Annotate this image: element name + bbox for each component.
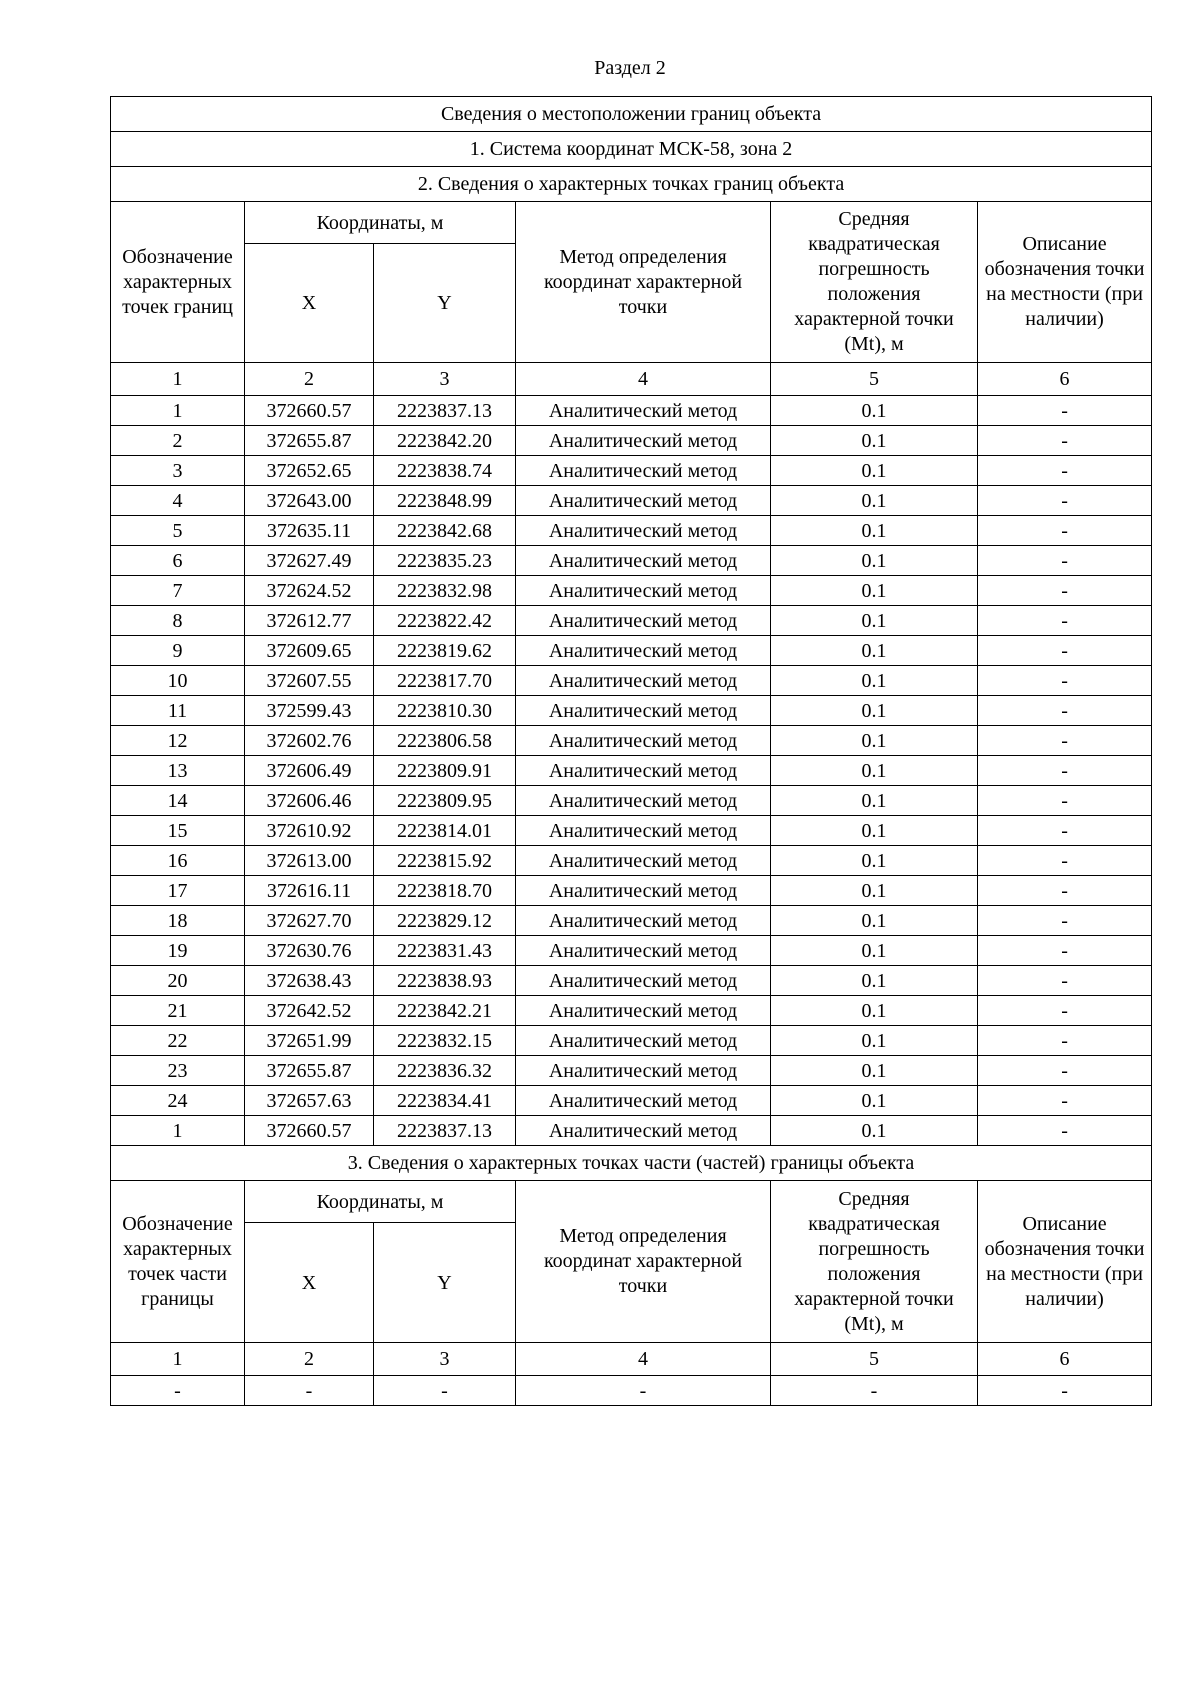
point-id-cell: 6 xyxy=(111,546,245,576)
y-cell: 2223822.42 xyxy=(374,606,516,636)
y-cell: 2223848.99 xyxy=(374,486,516,516)
part2-header-coordinates: Координаты, м xyxy=(245,202,516,244)
accuracy-cell: 0.1 xyxy=(771,966,978,996)
page-heading: Раздел 2 xyxy=(594,57,666,79)
table-row xyxy=(111,576,1152,606)
accuracy-cell: 0.1 xyxy=(771,666,978,696)
description-cell: - xyxy=(978,516,1152,546)
accuracy-cell: 0.1 xyxy=(771,906,978,936)
accuracy-cell: 0.1 xyxy=(771,786,978,816)
method-cell: Аналитический метод xyxy=(516,786,771,816)
part3-header-description: Описание обозначения точки на местности (при наличии) xyxy=(978,1181,1152,1343)
column-number-cell: 6 xyxy=(978,363,1152,396)
column-number-cell: 3 xyxy=(374,1343,516,1376)
column-number-cell: 1 xyxy=(111,1343,245,1376)
point-id-cell: 24 xyxy=(111,1086,245,1116)
accuracy-cell: 0.1 xyxy=(771,426,978,456)
method-cell: Аналитический метод xyxy=(516,606,771,636)
table-row xyxy=(111,786,1152,816)
accuracy-cell: 0.1 xyxy=(771,546,978,576)
column-number-cell: 4 xyxy=(516,363,771,396)
accuracy-cell: 0.1 xyxy=(771,1116,978,1146)
x-cell: 372642.52 xyxy=(245,996,374,1026)
description-cell: - xyxy=(978,996,1152,1026)
point-id-cell: 3 xyxy=(111,456,245,486)
part3-header-y: Y xyxy=(374,1223,516,1343)
point-id-cell: 12 xyxy=(111,726,245,756)
y-cell: 2223832.98 xyxy=(374,576,516,606)
table-row xyxy=(111,636,1152,666)
column-number-cell: 2 xyxy=(245,1343,374,1376)
x-cell: 372655.87 xyxy=(245,426,374,456)
x-cell: 372612.77 xyxy=(245,606,374,636)
description-cell: - xyxy=(978,906,1152,936)
point-id-cell: 10 xyxy=(111,666,245,696)
accuracy-cell: 0.1 xyxy=(771,486,978,516)
method-cell: Аналитический метод xyxy=(516,636,771,666)
method-cell: Аналитический метод xyxy=(516,996,771,1026)
point-id-cell: 2 xyxy=(111,426,245,456)
part3-header-designation: Обозначение характерных точек части границы xyxy=(111,1181,245,1343)
x-cell: 372627.49 xyxy=(245,546,374,576)
y-cell: 2223842.21 xyxy=(374,996,516,1026)
description-cell: - xyxy=(978,936,1152,966)
description-cell: - xyxy=(978,786,1152,816)
part2-header-x: X xyxy=(245,244,374,363)
column-number-cell: 5 xyxy=(771,363,978,396)
method-cell: - xyxy=(516,1376,771,1406)
point-id-cell: 14 xyxy=(111,786,245,816)
table-row xyxy=(111,1026,1152,1056)
method-cell: Аналитический метод xyxy=(516,1056,771,1086)
y-cell: 2223837.13 xyxy=(374,1116,516,1146)
table-row xyxy=(111,816,1152,846)
coord-system: 1. Система координат МСК-58, зона 2 xyxy=(111,132,1152,167)
description-cell: - xyxy=(978,726,1152,756)
table-row xyxy=(111,876,1152,906)
y-cell: 2223818.70 xyxy=(374,876,516,906)
column-number-cell: 5 xyxy=(771,1343,978,1376)
accuracy-cell: 0.1 xyxy=(771,456,978,486)
part2-column-numbers xyxy=(111,363,1152,396)
y-cell: 2223810.30 xyxy=(374,696,516,726)
description-cell: - xyxy=(978,666,1152,696)
table-row xyxy=(111,456,1152,486)
point-id-cell: 17 xyxy=(111,876,245,906)
table-row xyxy=(111,966,1152,996)
description-cell: - xyxy=(978,1116,1152,1146)
description-cell: - xyxy=(978,396,1152,426)
method-cell: Аналитический метод xyxy=(516,966,771,996)
table-row xyxy=(111,606,1152,636)
part3-header-x: X xyxy=(245,1223,374,1343)
x-cell: 372607.55 xyxy=(245,666,374,696)
method-cell: Аналитический метод xyxy=(516,816,771,846)
table-row xyxy=(111,396,1152,426)
method-cell: Аналитический метод xyxy=(516,1116,771,1146)
x-cell: 372613.00 xyxy=(245,846,374,876)
table-row xyxy=(111,486,1152,516)
accuracy-cell: 0.1 xyxy=(771,396,978,426)
description-cell: - xyxy=(978,1376,1152,1406)
table-row xyxy=(111,696,1152,726)
boundary-table xyxy=(110,96,1152,1406)
point-id-cell: - xyxy=(111,1376,245,1406)
x-cell: 372657.63 xyxy=(245,1086,374,1116)
part2-header-description: Описание обозначения точки на местности (при наличии) xyxy=(978,202,1152,363)
x-cell: 372627.70 xyxy=(245,906,374,936)
method-cell: Аналитический метод xyxy=(516,426,771,456)
x-cell: 372651.99 xyxy=(245,1026,374,1056)
x-cell: - xyxy=(245,1376,374,1406)
table-row xyxy=(111,936,1152,966)
accuracy-cell: 0.1 xyxy=(771,876,978,906)
column-number-cell: 2 xyxy=(245,363,374,396)
description-cell: - xyxy=(978,966,1152,996)
accuracy-cell: 0.1 xyxy=(771,936,978,966)
point-id-cell: 8 xyxy=(111,606,245,636)
x-cell: 372610.92 xyxy=(245,816,374,846)
y-cell: 2223815.92 xyxy=(374,846,516,876)
point-id-cell: 21 xyxy=(111,996,245,1026)
point-id-cell: 16 xyxy=(111,846,245,876)
x-cell: 372652.65 xyxy=(245,456,374,486)
column-number-cell: 4 xyxy=(516,1343,771,1376)
method-cell: Аналитический метод xyxy=(516,486,771,516)
x-cell: 372606.46 xyxy=(245,786,374,816)
accuracy-cell: 0.1 xyxy=(771,636,978,666)
method-cell: Аналитический метод xyxy=(516,936,771,966)
method-cell: Аналитический метод xyxy=(516,396,771,426)
accuracy-cell: 0.1 xyxy=(771,726,978,756)
point-id-cell: 18 xyxy=(111,906,245,936)
y-cell: - xyxy=(374,1376,516,1406)
accuracy-cell: 0.1 xyxy=(771,816,978,846)
part2-header-y: Y xyxy=(374,244,516,363)
accuracy-cell: 0.1 xyxy=(771,516,978,546)
table-row xyxy=(111,1116,1152,1146)
description-cell: - xyxy=(978,1026,1152,1056)
column-number-cell: 1 xyxy=(111,363,245,396)
y-cell: 2223842.68 xyxy=(374,516,516,546)
table-title: Сведения о местоположении границ объекта xyxy=(111,97,1152,132)
point-id-cell: 7 xyxy=(111,576,245,606)
accuracy-cell: - xyxy=(771,1376,978,1406)
method-cell: Аналитический метод xyxy=(516,1086,771,1116)
description-cell: - xyxy=(978,576,1152,606)
accuracy-cell: 0.1 xyxy=(771,606,978,636)
method-cell: Аналитический метод xyxy=(516,726,771,756)
table-row xyxy=(111,426,1152,456)
point-id-cell: 1 xyxy=(111,1116,245,1146)
x-cell: 372660.57 xyxy=(245,1116,374,1146)
table-row xyxy=(111,516,1152,546)
part2-header-accuracy: Средняя квадратическая погрешность положения характерной точки (Mt), м xyxy=(771,202,978,363)
x-cell: 372643.00 xyxy=(245,486,374,516)
x-cell: 372616.11 xyxy=(245,876,374,906)
description-cell: - xyxy=(978,756,1152,786)
table-row xyxy=(111,1376,1152,1406)
description-cell: - xyxy=(978,696,1152,726)
table-row xyxy=(111,846,1152,876)
y-cell: 2223817.70 xyxy=(374,666,516,696)
point-id-cell: 11 xyxy=(111,696,245,726)
point-id-cell: 19 xyxy=(111,936,245,966)
y-cell: 2223834.41 xyxy=(374,1086,516,1116)
accuracy-cell: 0.1 xyxy=(771,996,978,1026)
x-cell: 372660.57 xyxy=(245,396,374,426)
y-cell: 2223829.12 xyxy=(374,906,516,936)
description-cell: - xyxy=(978,606,1152,636)
part3-header-coordinates: Координаты, м xyxy=(245,1181,516,1223)
y-cell: 2223836.32 xyxy=(374,1056,516,1086)
x-cell: 372609.65 xyxy=(245,636,374,666)
point-id-cell: 4 xyxy=(111,486,245,516)
description-cell: - xyxy=(978,426,1152,456)
description-cell: - xyxy=(978,636,1152,666)
y-cell: 2223806.58 xyxy=(374,726,516,756)
y-cell: 2223819.62 xyxy=(374,636,516,666)
x-cell: 372655.87 xyxy=(245,1056,374,1086)
column-number-cell: 3 xyxy=(374,363,516,396)
y-cell: 2223838.74 xyxy=(374,456,516,486)
x-cell: 372602.76 xyxy=(245,726,374,756)
accuracy-cell: 0.1 xyxy=(771,1026,978,1056)
point-id-cell: 1 xyxy=(111,396,245,426)
method-cell: Аналитический метод xyxy=(516,516,771,546)
method-cell: Аналитический метод xyxy=(516,666,771,696)
point-id-cell: 22 xyxy=(111,1026,245,1056)
y-cell: 2223809.91 xyxy=(374,756,516,786)
part3-header-accuracy: Средняя квадратическая погрешность положения характерной точки (Mt), м xyxy=(771,1181,978,1343)
method-cell: Аналитический метод xyxy=(516,876,771,906)
description-cell: - xyxy=(978,456,1152,486)
part3-header-method: Метод определения координат характерной точки xyxy=(516,1181,771,1343)
x-cell: 372638.43 xyxy=(245,966,374,996)
part2-title: 2. Сведения о характерных точках границ объекта xyxy=(111,167,1152,202)
x-cell: 372599.43 xyxy=(245,696,374,726)
y-cell: 2223809.95 xyxy=(374,786,516,816)
method-cell: Аналитический метод xyxy=(516,696,771,726)
x-cell: 372606.49 xyxy=(245,756,374,786)
part2-header-designation: Обозначение характерных точек границ xyxy=(111,202,245,363)
point-id-cell: 20 xyxy=(111,966,245,996)
table-row xyxy=(111,1056,1152,1086)
y-cell: 2223838.93 xyxy=(374,966,516,996)
table-row xyxy=(111,666,1152,696)
part3-title: 3. Сведения о характерных точках части (частей) границы объекта xyxy=(111,1146,1152,1181)
y-cell: 2223842.20 xyxy=(374,426,516,456)
method-cell: Аналитический метод xyxy=(516,1026,771,1056)
description-cell: - xyxy=(978,1086,1152,1116)
description-cell: - xyxy=(978,546,1152,576)
point-id-cell: 13 xyxy=(111,756,245,786)
point-id-cell: 23 xyxy=(111,1056,245,1086)
method-cell: Аналитический метод xyxy=(516,906,771,936)
method-cell: Аналитический метод xyxy=(516,456,771,486)
x-cell: 372624.52 xyxy=(245,576,374,606)
table-row xyxy=(111,906,1152,936)
table-row xyxy=(111,1086,1152,1116)
accuracy-cell: 0.1 xyxy=(771,1086,978,1116)
method-cell: Аналитический метод xyxy=(516,756,771,786)
point-id-cell: 9 xyxy=(111,636,245,666)
accuracy-cell: 0.1 xyxy=(771,576,978,606)
y-cell: 2223814.01 xyxy=(374,816,516,846)
y-cell: 2223832.15 xyxy=(374,1026,516,1056)
y-cell: 2223831.43 xyxy=(374,936,516,966)
column-number-cell: 6 xyxy=(978,1343,1152,1376)
point-id-cell: 15 xyxy=(111,816,245,846)
y-cell: 2223835.23 xyxy=(374,546,516,576)
table-row xyxy=(111,756,1152,786)
accuracy-cell: 0.1 xyxy=(771,696,978,726)
method-cell: Аналитический метод xyxy=(516,546,771,576)
accuracy-cell: 0.1 xyxy=(771,1056,978,1086)
table-row xyxy=(111,996,1152,1026)
table-row xyxy=(111,726,1152,756)
description-cell: - xyxy=(978,816,1152,846)
x-cell: 372630.76 xyxy=(245,936,374,966)
table-row xyxy=(111,546,1152,576)
accuracy-cell: 0.1 xyxy=(771,846,978,876)
part3-column-numbers xyxy=(111,1343,1152,1376)
description-cell: - xyxy=(978,1056,1152,1086)
description-cell: - xyxy=(978,876,1152,906)
x-cell: 372635.11 xyxy=(245,516,374,546)
point-id-cell: 5 xyxy=(111,516,245,546)
description-cell: - xyxy=(978,486,1152,516)
accuracy-cell: 0.1 xyxy=(771,756,978,786)
y-cell: 2223837.13 xyxy=(374,396,516,426)
description-cell: - xyxy=(978,846,1152,876)
method-cell: Аналитический метод xyxy=(516,846,771,876)
method-cell: Аналитический метод xyxy=(516,576,771,606)
part2-header-method: Метод определения координат характерной точки xyxy=(516,202,771,363)
